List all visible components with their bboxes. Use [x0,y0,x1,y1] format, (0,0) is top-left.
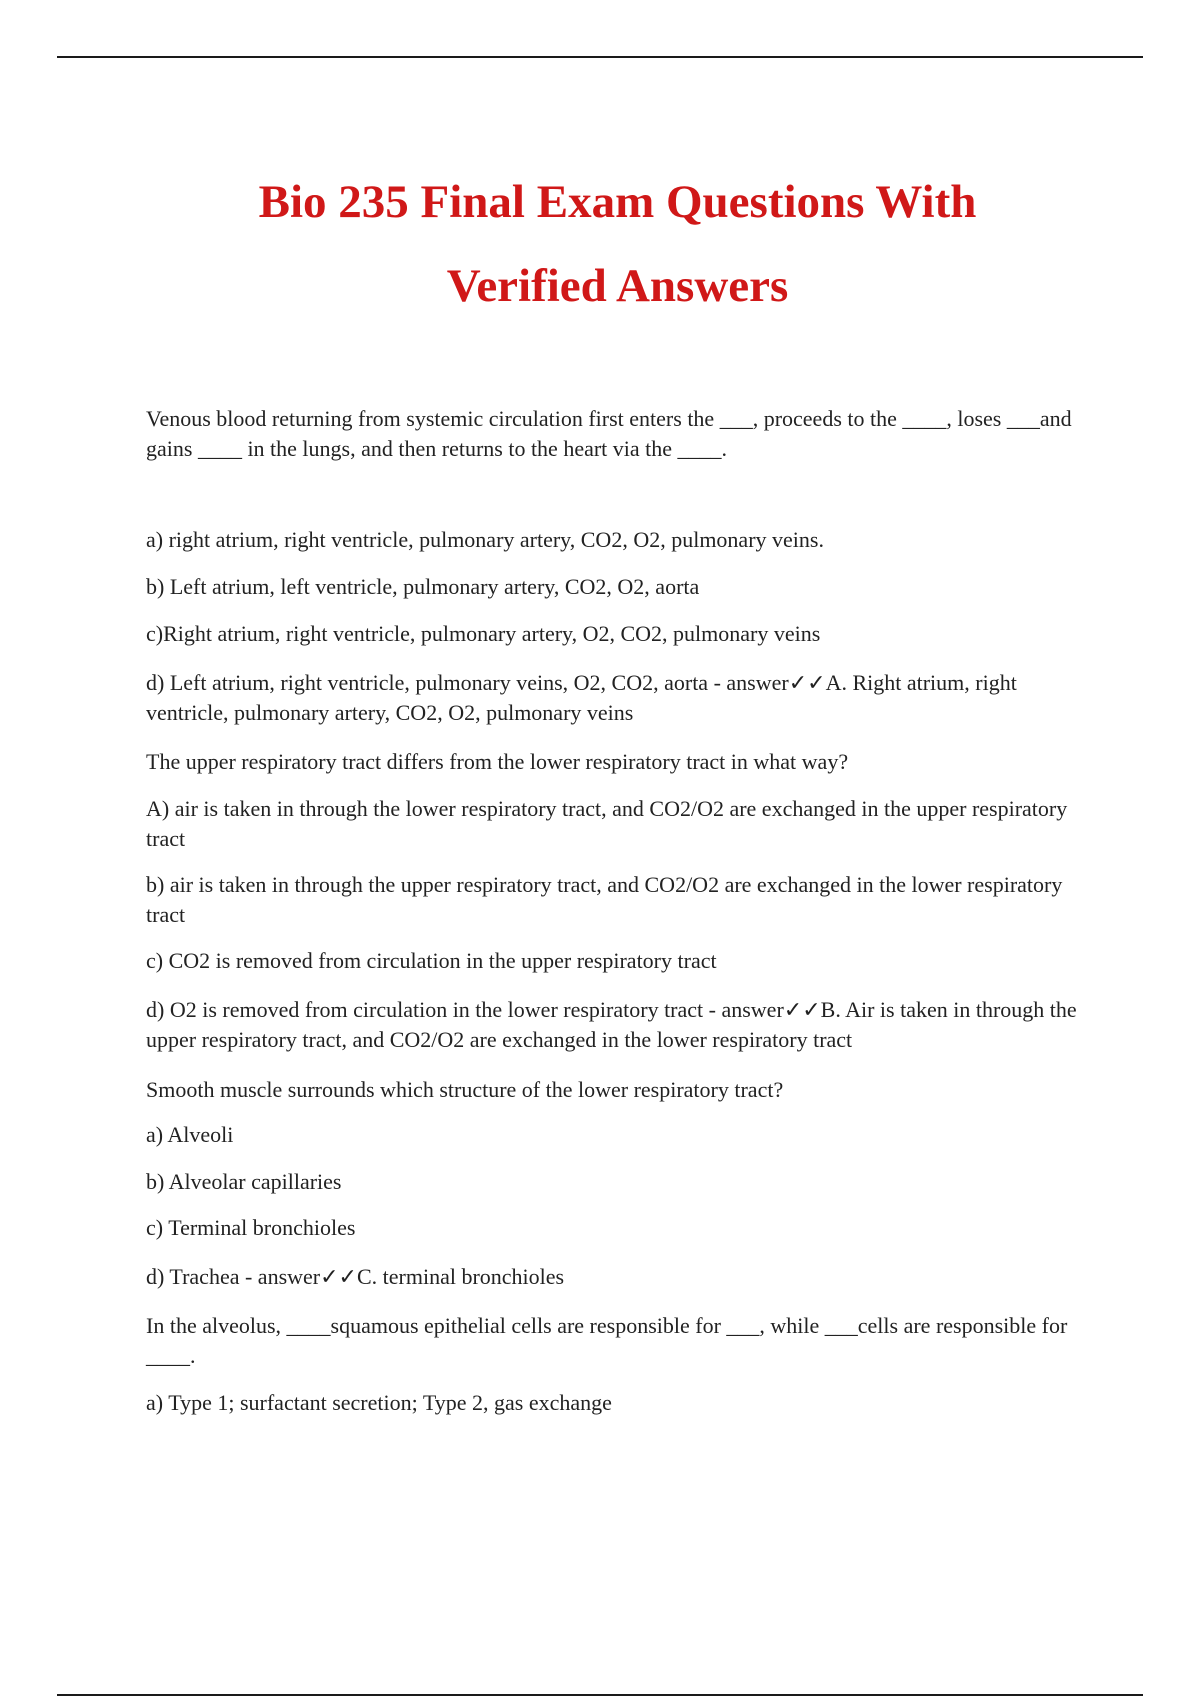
document-title [0,160,1200,328]
title-line-2: Verified Answers [446,260,789,312]
question-3-option-a: a) Alveoli [146,1122,234,1147]
bottom-rule [57,1694,1143,1696]
question-1-option-a: a) right atrium, right ventricle, pulmonary artery, CO2, O2, pulmonary veins. [146,527,824,552]
question-2-text: The upper respiratory tract differs from the lower respiratory tract in what way? [146,749,849,774]
question-2-option-d-answer: d) O2 is removed from circulation in the lower respiratory tract - answer✓✓B. Air is taken in through the upper respiratory tract, and CO2/O2 are exchanged in the lower respiratory tract [146,997,1077,1052]
question-1-option-b: b) Left atrium, left ventricle, pulmonary artery, CO2, O2, aorta [146,574,700,599]
question-3-option-c: c) Terminal bronchioles [146,1215,356,1240]
question-1-option-d-answer: d) Left atrium, right ventricle, pulmonary veins, O2, CO2, aorta - answer✓✓A. Right atrium, right ventricle, pulmonary artery, CO2, O2, pulmonary veins [146,670,1017,725]
question-3-option-d-answer: d) Trachea - answer✓✓C. terminal bronchioles [146,1264,565,1289]
question-2-option-b: b) air is taken in through the upper respiratory tract, and CO2/O2 are exchanged in the lower respiratory tract [146,872,1063,927]
title-line-1: Bio 235 Final Exam Questions With [258,176,977,228]
question-3-text: Smooth muscle surrounds which structure of the lower respiratory tract? [146,1077,784,1102]
question-1-text: Venous blood returning from systemic circulation first enters the ___, proceeds to the ____, loses ___and gains ____ in the lungs, and then returns to the heart via the ____. [146,406,1072,461]
question-2-option-a: A) air is taken in through the lower respiratory tract, and CO2/O2 are exchanged in the upper respiratory tract [146,796,1068,851]
question-3-option-b: b) Alveolar capillaries [146,1169,342,1194]
top-rule [57,56,1143,58]
question-2-option-c: c) CO2 is removed from circulation in the upper respiratory tract [146,948,717,973]
question-4-option-a: a) Type 1; surfactant secretion; Type 2, gas exchange [146,1390,612,1415]
question-1-option-c: c)Right atrium, right ventricle, pulmonary artery, O2, CO2, pulmonary veins [146,621,821,646]
question-4-text: In the alveolus, ____squamous epithelial cells are responsible for ___, while ___cells are responsible for ____. [146,1313,1068,1368]
